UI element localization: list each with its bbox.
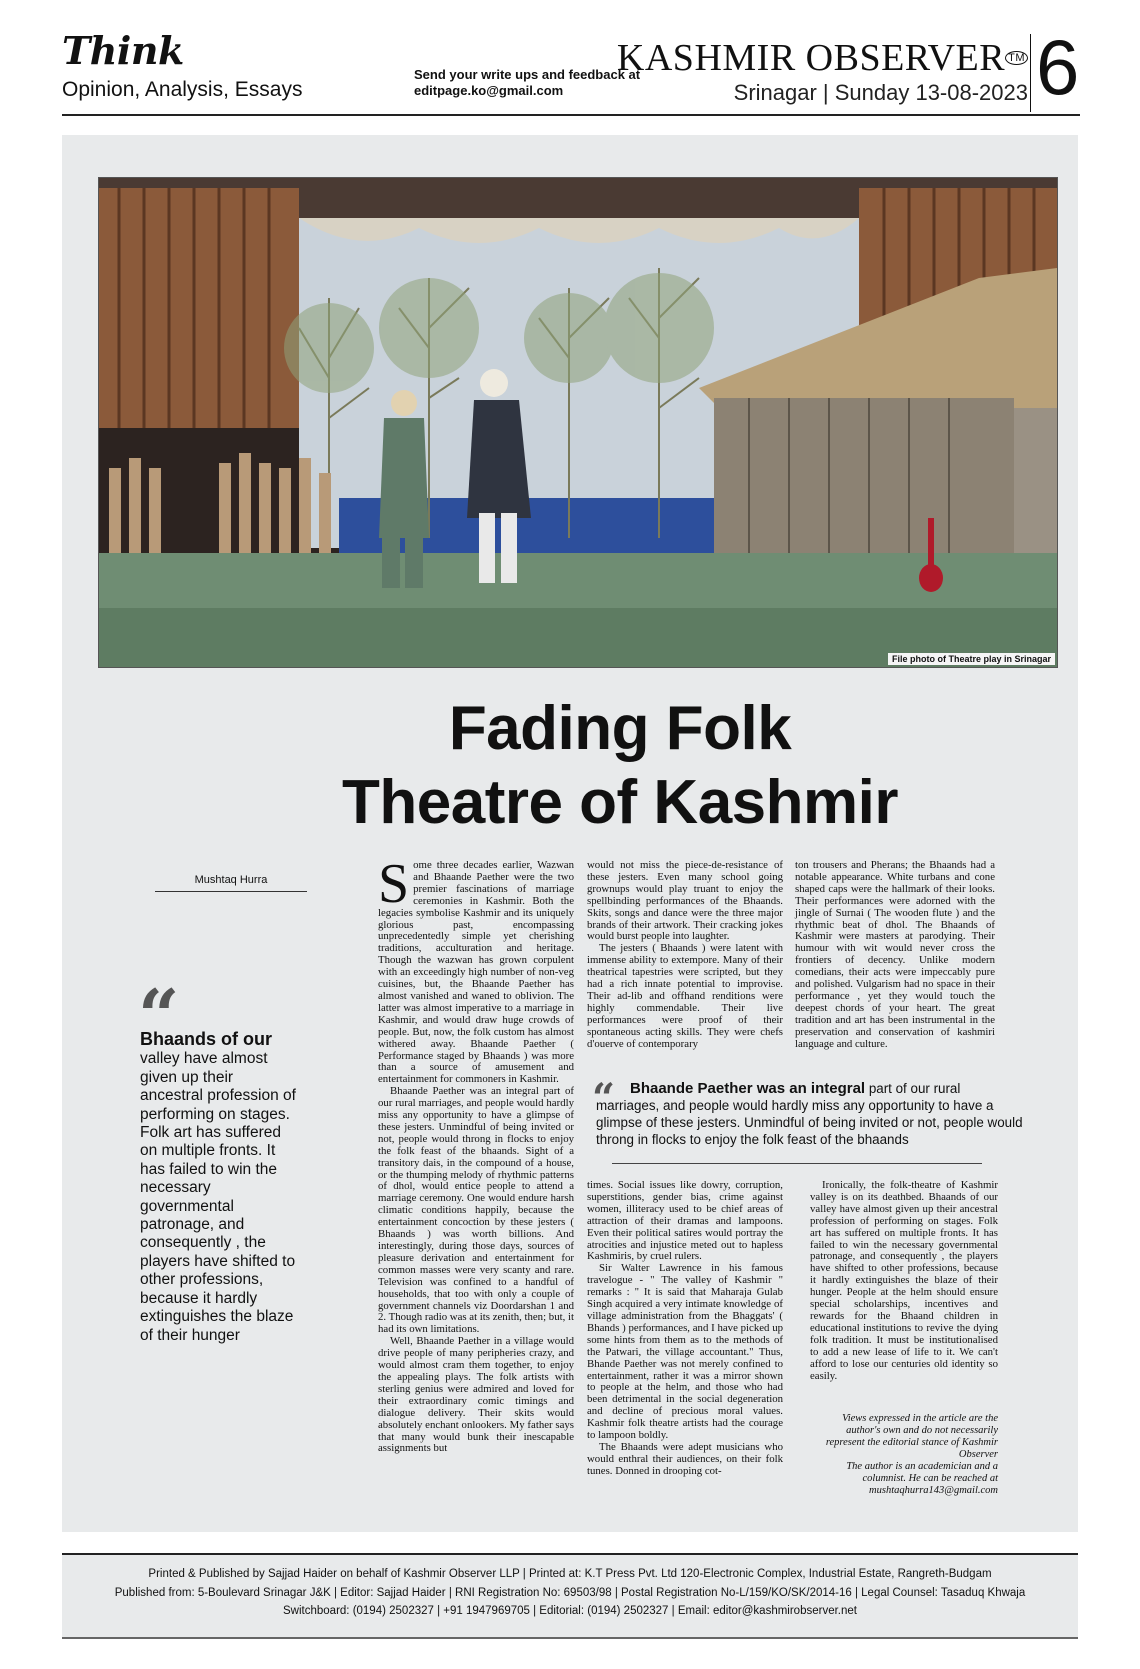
paragraph: ton trousers and Pherans; the Bhaands had a notable appearance. White turbans and cone shaped caps were the hallmark of their looks. Their performances were adorned with the jingle of Surnai ( The wooden flute ) and the rhythmic beat of dhol. The Bhaands of Kashmir were masters at parodying. Their humour with wit would never cross the frontiers of decency. Unlike modern comedians, their acts were impeccably pure and polished. Vulgarism had no space in their performance , yet they would touch the deepest chords of your heart. The great tradition and art has been instrumental in the preservation and conservation of kashmiri language and culture. [795, 859, 995, 1050]
brand-name: KASHMIR OBSERVER [616, 37, 1006, 79]
dateline: Srinagar | Sunday 13-08-2023 [733, 80, 1028, 105]
headline-line-2: Theatre of Kashmir [341, 768, 899, 837]
section-subtitle: Opinion, Analysis, Essays [62, 78, 303, 101]
byline: Mushtaq Hurra [155, 874, 307, 892]
body-column-1 [378, 853, 574, 1455]
imprint-line-3: Switchboard: (0194) 2502327 | +91 1947969705 | Editorial: (0194) 2502327 | Email: editor@kashmirobserver.net [283, 1605, 857, 1617]
paragraph: Ironically, the folk-theatre of Kashmir valley is on its deathbed. Bhaands of our valley have almost given up their ancestral profession of performing on stages. Folk art has suffered on multiple fronts. It has failed to win the necessary governmental patronage, and consequently , the players have shifted to other professions, because it hardly extinguishes the blaze of their hunger. People at the helm should ensure special scholarships, incentives and rewards for the Bhaand children in educational institutions to revive the dying folk tradition. It must be institutionalised to add a new lease of life to it. We can't afford to lose our centuries old identity so easily. [810, 1179, 998, 1382]
disclaimer-views: Views expressed in the article are the author's own and do not necessarily represent the editorial stance of Kashmir Observer [825, 1413, 998, 1460]
disclaimer-author: The author is an academician and a columnist. He can be reached at mushtaqhurra143@gmail.com [846, 1461, 998, 1496]
center-pull-quote [596, 1080, 1024, 1148]
theatre-photo [98, 177, 1058, 668]
quote-mark-icon: “ [592, 1075, 616, 1122]
paragraph: Sir Walter Lawrence in his famous travelogue - " The valley of Kashmir " remarks : " It is said that Maharaja Gulab Singh acquired a very intimate knowledge of village administration from the Bhaggats' ( Bhands ) performances, and I have picked up some hints from them as to the methods of the Patwari, the village accountant." Thus, Bhande Paether was not merely confined to entertainment, rather it was a mirror shown to people at the helm, and those who had been detrimental in the social degeneration and decline of precious moral values. Kashmir folk theatre artists had the courage to lampoon boldly. [587, 1262, 783, 1442]
page-number-divider [1030, 34, 1031, 112]
headline-line-1: Fading Folk [448, 694, 792, 763]
pull-quote [140, 1030, 300, 1345]
feedback-text: Send your write ups and feedback at [414, 67, 641, 82]
feedback-note [414, 67, 640, 99]
imprint-text [62, 1565, 1078, 1621]
center-quote-text: part of our rural marriages, and people would hardly miss any opportunity to have a glimpse of these jesters. Unmindful of being invited or not, people would throng in flocks to enjoy the folk feast of the bhaands [596, 1081, 1023, 1147]
body-column-3 [795, 860, 995, 1051]
drop-cap: S [378, 853, 410, 915]
pull-quote-text: valley have almost given up their ancestral profession of performing on stages. Folk art has suffered on multiple fronts. It has failed to win the necessary governmental patronage, and consequently , the players have shifted to other professions, because it hardly extinguishes the blaze of their hunger [140, 1050, 296, 1344]
body-column-2 [587, 860, 783, 1051]
stage-scene-illustration [99, 178, 1057, 667]
imprint-line-1: Printed & Published by Sajjad Haider on behalf of Kashmir Observer LLP | Printed at: K.T Press Pvt. Ltd 120-Electronic Complex, Industrial Estate, Rangreth-Budgam [148, 1568, 992, 1580]
paragraph: Bhaande Paether was an integral part of our rural marriages, and people would hardly miss any opportunity to have a glimpse of these jesters. Unmindful of being invited or not, people would throng in flocks to enjoy the folk feast of the bhaands. Sight of a transitory dais, in the compound of a house, or the thumping melody of rhythmic patterns of dhol, would entice people to attend a marriage ceremony. One would endure harsh climatic conditions happily, because the entertainment concoction by these jesters ( Bhaands ) was worth billions. And interestingly, during those days, sources of pleasure derivation and entertainment for common masses were very scanty and rare. Television was confined to a handful of households, that too with only a couple of government channels viz Doordarshan 1 and 2. Though radio was at its zenith, then; but, it had its own limitations. [378, 1085, 574, 1336]
page-number: 6 [1036, 23, 1080, 111]
center-quote-lead: Bhaande Paether was an integral [630, 1080, 866, 1097]
newspaper-brand [617, 38, 1028, 78]
body-column-3-lower [810, 1180, 998, 1382]
paragraph: The jesters ( Bhaands ) were latent with immense ability to extempore. Many of their theatrical tapestries were scripted, but they had a rich innate potential to improvise. Their ad-lib and offhand renditions were highly commendable. Their live performances were proof of their spontaneous acting skills. They were chefs d'ouerve of contemporary [587, 942, 783, 1050]
article-headline [240, 692, 1000, 840]
body-column-2-lower [587, 1180, 783, 1478]
paragraph: The Bhaands were adept musicians who would enthral their audiences, on their folk tunes. Donned in drooping cot- [587, 1440, 783, 1477]
section-title: Think [62, 28, 184, 73]
masthead-rule [62, 114, 1080, 116]
paragraph: would not miss the piece-de-resistance of these jesters. Even many school going grownups would play truant to enjoy the spellbinding performances of the Bhaands. Skits, songs and dance were the three major brands of their artwork. Their cracking jokes would burst people into laughter. [587, 859, 783, 943]
author-disclaimer [810, 1413, 998, 1497]
quote-rule [612, 1163, 982, 1164]
paragraph: ome three decades earlier, Wazwan and Bhaande Paether were the two premier fascinations of marriage ceremonies in Kashmir. Both the legacies symbolise Kashmir and its uniquely glorious past, encompassing unprecedentedly simple yet cherishing traditions, acculturation and heritage. Though the wazwan has grown corpulent with an exceedingly high number of non-veg cuisines, but, the Bhaande Paether has almost vanished and waned to oblivion. The latter was almost imperative to a marriage in Kashmir, and would draw huge crowds of people. But, now, the folk custom has almost withered away. Bhaande Paether ( Performance staged by Bhaands ) was more than a source of amusement and entertainment for commoners in Kashmir. [378, 859, 574, 1086]
photo-caption: File photo of Theatre play in Srinagar [888, 653, 1055, 665]
pull-quote-lead: Bhaands of our [140, 1029, 273, 1049]
paragraph: Well, Bhaande Paether in a village would drive people of many peripheries crazy, and would almost cram them together, to enjoy the appealing plays. The folk artists with sterling genius were admired and loved for their extraordinary comic timings and dialogue delivery. Their skits would absolutely enchant onlookers. My father says that many would bunk their inescapable assignments but [378, 1335, 574, 1455]
trademark-mark: TM [1005, 51, 1028, 65]
imprint-line-2: Published from: 5-Boulevard Srinagar J&K | Editor: Sajjad Haider | RNI Registration No: 69503/98 | Postal Registration No-L/159/KO/SK/2014-16 | Legal Counsel: Tasaduq Khwaja [114, 1586, 1026, 1599]
feedback-email[interactable]: editpage.ko@gmail.com [414, 83, 564, 98]
quote-mark-icon: “ [138, 973, 180, 1058]
paragraph: times. Social issues like dowry, corruption, superstitions, gender bias, crime against women, illiteracy used to be chief areas of attraction of their dramas and lampoons. Even their political satires would portray the atrocities and injustice meted out to hapless Kashmiris, by cruel rulers. [587, 1179, 783, 1263]
